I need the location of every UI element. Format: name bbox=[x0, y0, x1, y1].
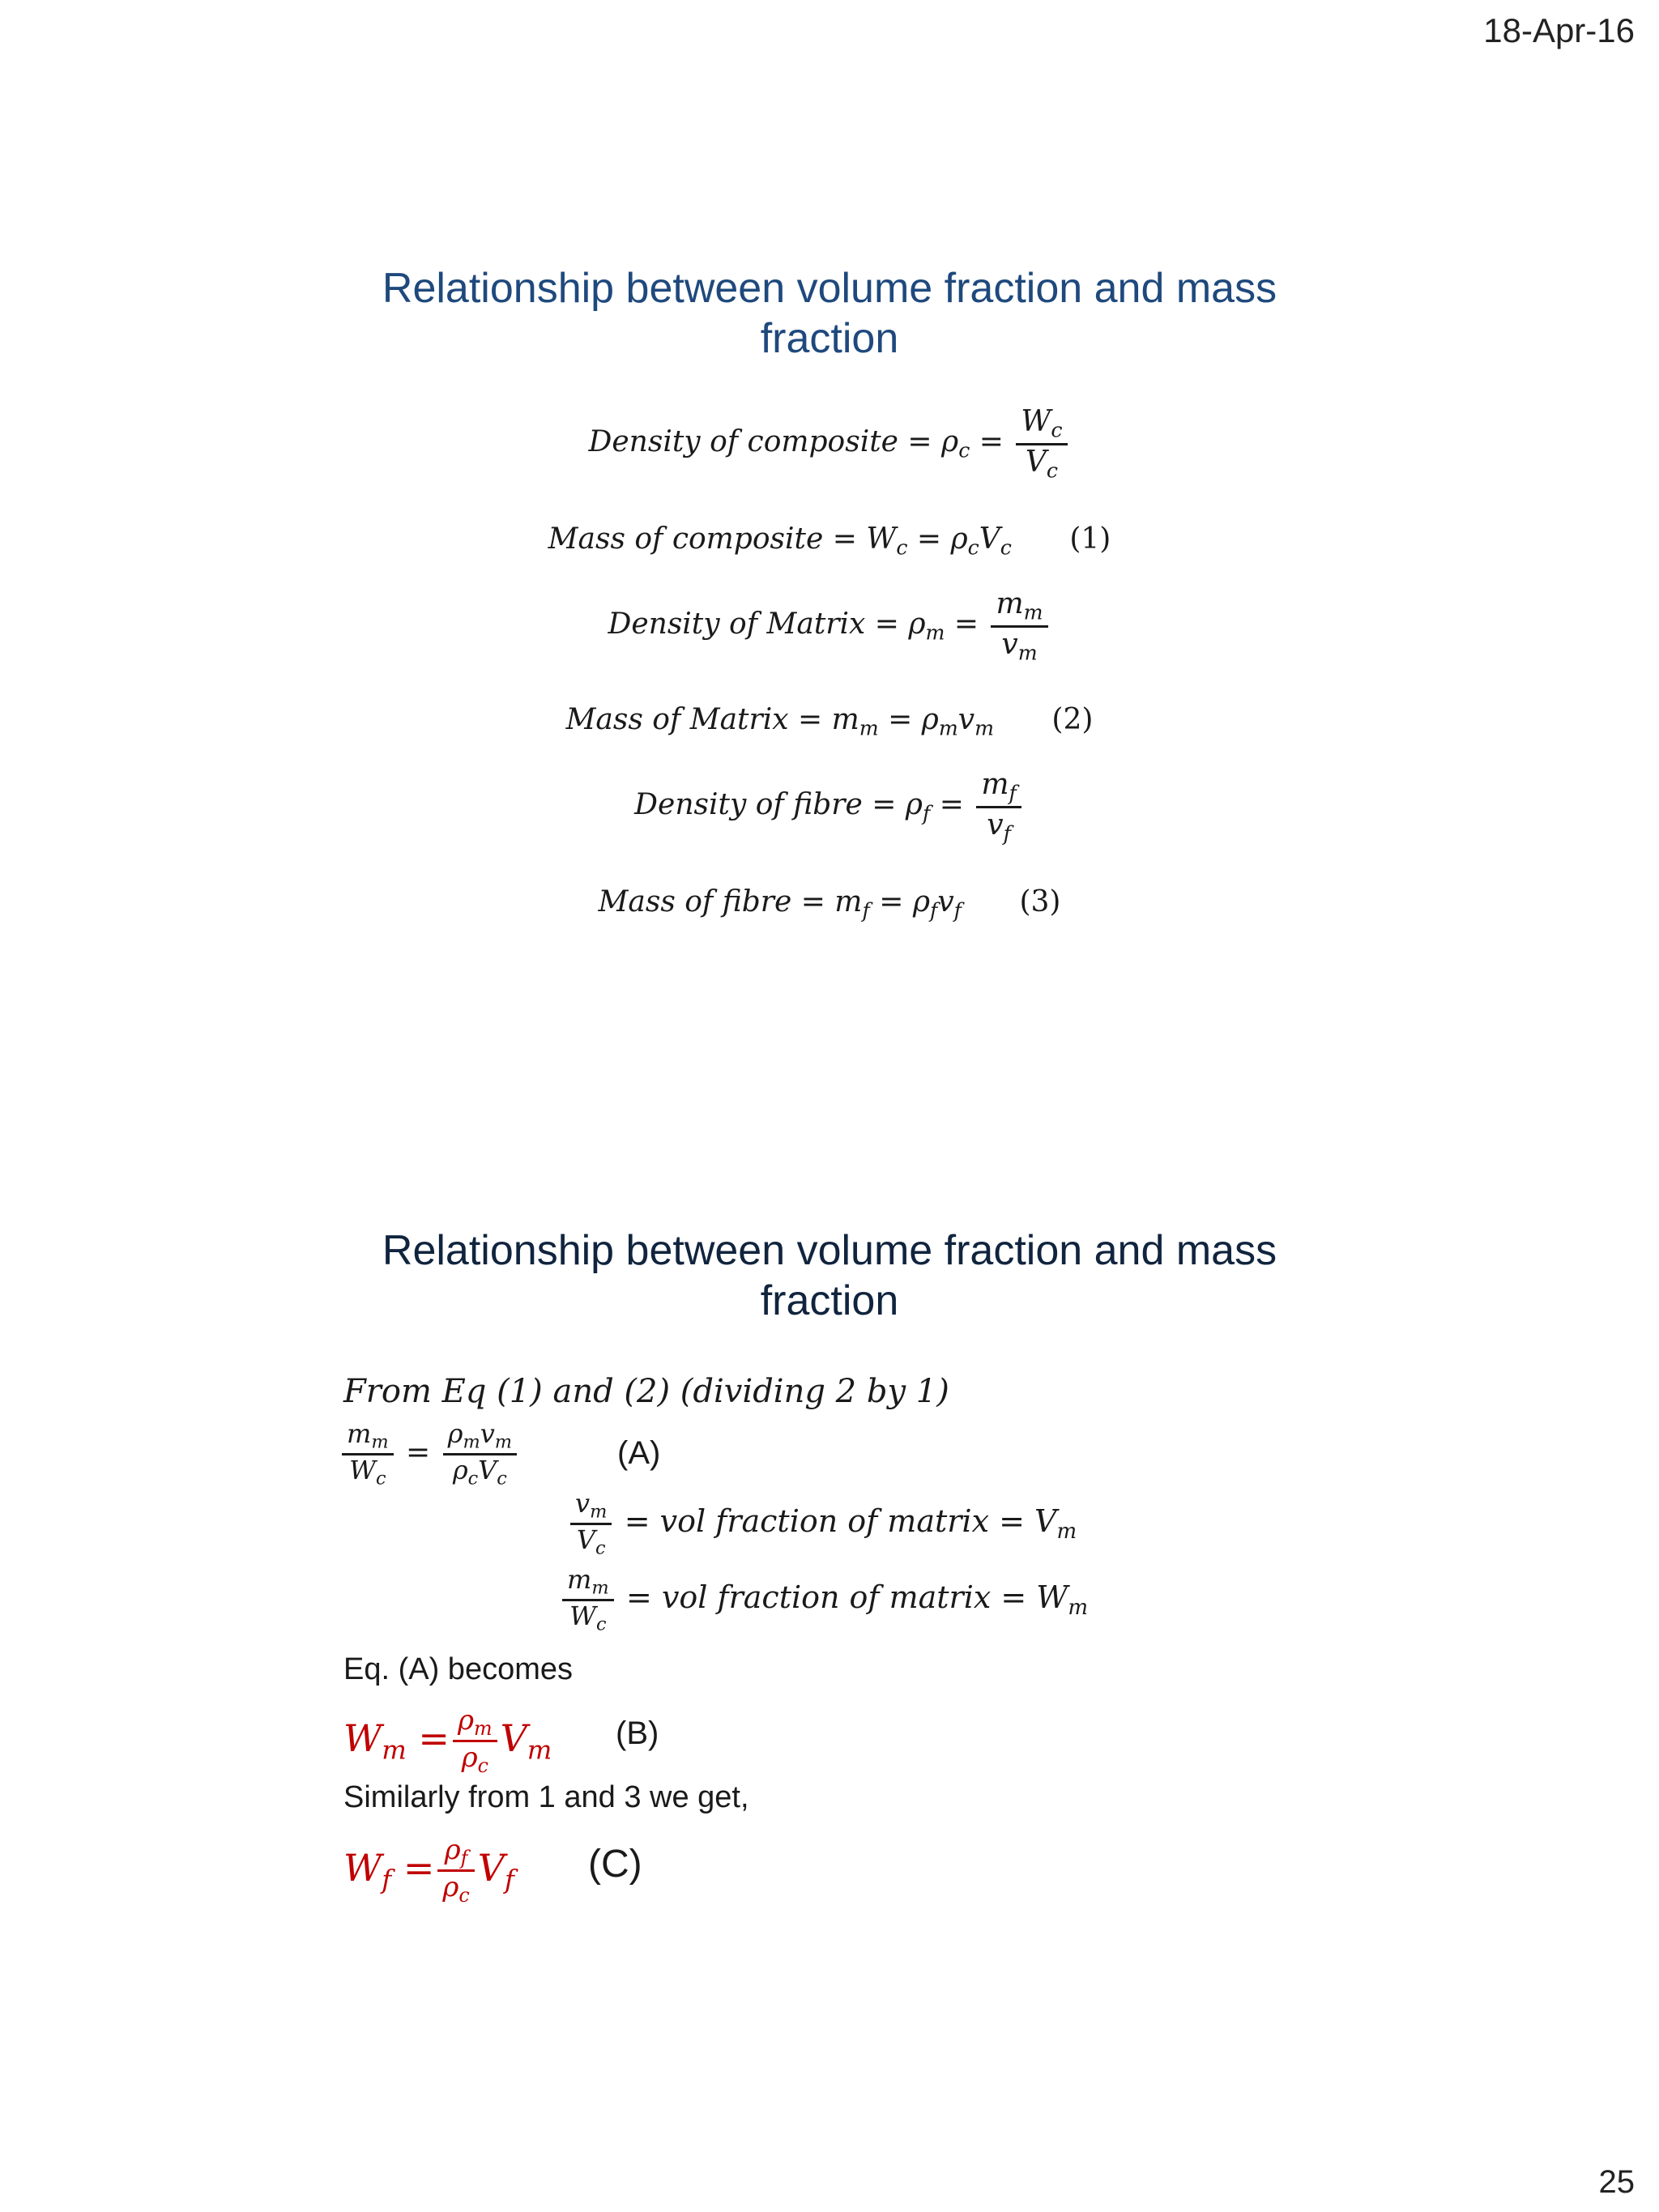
vol-fraction-matrix-text: = vol fraction of matrix = V bbox=[624, 1502, 1057, 1539]
fraction-mm-vm: $\frac{m_m}{v_m}$ bbox=[991, 587, 1047, 665]
equation-density-composite: Density of composite = $\rho_c$ = $\frac{W_c}{V_c}$ bbox=[0, 405, 1659, 483]
eq4-text: Mass of Matrix = m bbox=[565, 703, 859, 736]
slide1-title bbox=[0, 263, 1659, 364]
eq1-lhs: Density of composite = ρ bbox=[588, 425, 959, 459]
equation-mass-composite: Mass of composite = $W_c = \rho_cV_c$ (1) bbox=[548, 522, 1111, 560]
from-eq-text: From Eq (1) and (2) (dividing 2 by 1) bbox=[343, 1373, 949, 1410]
equation-A: $\frac{m_m}{W_c}$ = $\frac{\rho_mv_m}{\rho_cV_c}$ bbox=[339, 1419, 520, 1490]
fraction-rhomvm-rhocVc: $\frac{\rho_mv_m}{\rho_cV_c}$ bbox=[443, 1419, 517, 1490]
slide1-title-line2: fraction bbox=[760, 315, 899, 362]
equation-mass-fibre: Mass of fibre = $m_f = \rho_fv_f$ (3) bbox=[598, 885, 1061, 923]
fraction-vm-Vc: $\frac{v_m}{V_c}$ bbox=[570, 1489, 612, 1560]
eq3-lhs: Density of Matrix = ρ bbox=[608, 607, 926, 641]
equation-density-fibre: Density of fibre = $\rho_f$ = $\frac{m_f}{v_f}$ bbox=[0, 768, 1659, 846]
fraction-Wc-Vc: $\frac{W_c}{V_c}$ bbox=[1016, 405, 1067, 483]
similarly-text: Similarly from 1 and 3 we get, bbox=[343, 1780, 749, 1814]
fraction-mf-vf: $\frac{m_f}{v_f}$ bbox=[976, 768, 1021, 846]
eq3-den: v bbox=[1001, 627, 1018, 661]
slide2-title-line2: fraction bbox=[760, 1277, 899, 1324]
fraction-mm-Wc-2: $\frac{m_m}{W_c}$ bbox=[562, 1565, 614, 1636]
slide2-title-line1: Relationship between volume fraction and mass bbox=[382, 1227, 1277, 1274]
eq5-num: m bbox=[981, 768, 1009, 801]
eq2-tag: (1) bbox=[1069, 522, 1111, 556]
fraction-mm-Wc: $\frac{m_m}{W_c}$ bbox=[342, 1419, 394, 1490]
equation-C: $W_f$ = $\frac{\rho_f}{\rho_c}$ $V_f$ bbox=[343, 1834, 514, 1907]
equation-B: $W_m$ = $\frac{\rho_m}{\rho_c}$ $V_m$ bbox=[343, 1704, 552, 1778]
eqA-tag: (A) bbox=[617, 1435, 661, 1471]
equation-density-matrix: Density of Matrix = $\rho_m$ = $\frac{m_m}{v_m}$ bbox=[0, 587, 1659, 665]
eq6-text: Mass of fibre = m bbox=[598, 885, 863, 918]
eq-A-becomes-text: Eq. (A) becomes bbox=[343, 1652, 573, 1686]
slide2-title bbox=[0, 1225, 1659, 1326]
eq6-tag: (3) bbox=[1019, 885, 1061, 918]
eq1-den: V bbox=[1025, 445, 1047, 479]
eq1-num: W bbox=[1021, 405, 1051, 438]
fraction-rhom-rhoc: $\frac{\rho_m}{\rho_c}$ bbox=[453, 1705, 497, 1778]
slide-date: 18-Apr-16 bbox=[1483, 11, 1635, 49]
eqC-tag: (C) bbox=[588, 1843, 642, 1886]
eq2-text: Mass of composite = W bbox=[548, 522, 897, 556]
equation-mass-fraction-matrix: $\frac{m_m}{W_c}$ = vol fraction of matrix = $W_m$ bbox=[559, 1565, 1088, 1636]
fraction-rhof-rhoc: $\frac{\rho_f}{\rho_c}$ bbox=[437, 1835, 474, 1907]
mass-fraction-matrix-text: = vol fraction of matrix = W bbox=[626, 1579, 1068, 1615]
eq3-num: m bbox=[996, 587, 1024, 620]
equation-vol-fraction-matrix: $\frac{v_m}{V_c}$ = vol fraction of matrix = $V_m$ bbox=[567, 1489, 1077, 1560]
eqB-tag: (B) bbox=[616, 1715, 659, 1751]
equation-mass-matrix: Mass of Matrix = $m_m = \rho_mv_m$ (2) bbox=[565, 703, 1094, 740]
eq4-tag: (2) bbox=[1051, 703, 1094, 736]
page-number: 25 bbox=[1598, 2164, 1635, 2200]
slide1-title-line1: Relationship between volume fraction and mass bbox=[382, 265, 1277, 312]
eq5-den: v bbox=[987, 808, 1004, 842]
eq5-lhs: Density of fibre = ρ bbox=[634, 788, 923, 822]
